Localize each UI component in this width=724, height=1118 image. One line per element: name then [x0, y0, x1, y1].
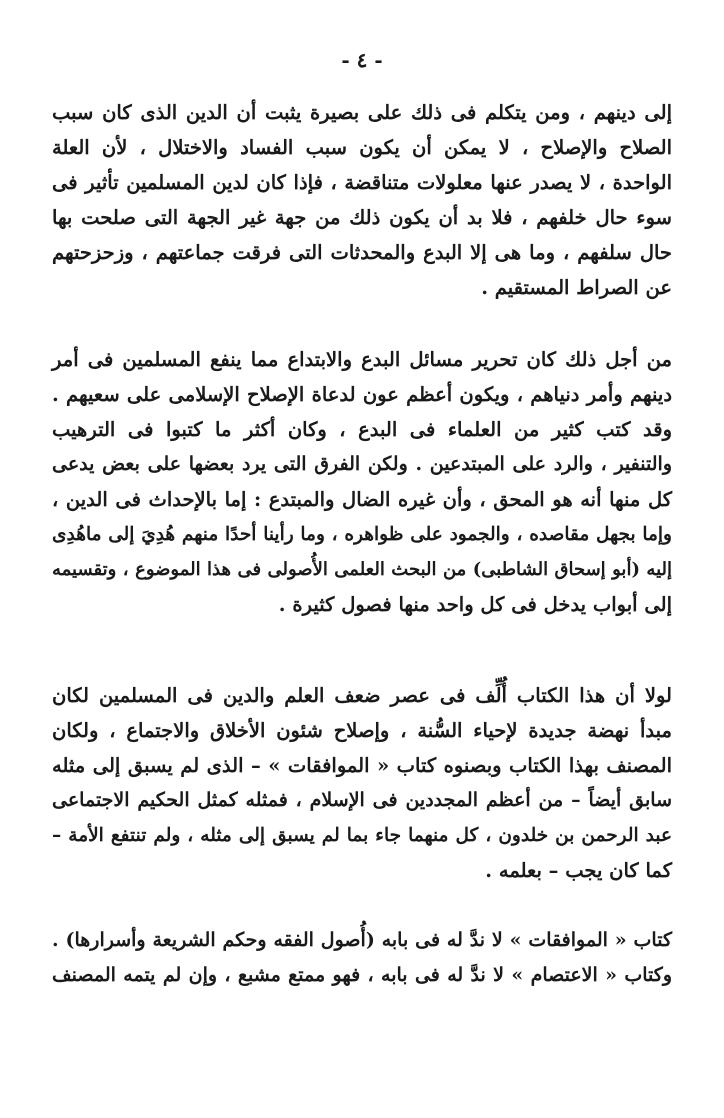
- text-line: مبدأ نهضة جديدة لإحياء السُّنة ، وإصلاح شئون الأخلاق والاجتماع ، ولكان: [52, 719, 672, 742]
- text-line: سابق أيضاً – من أعظم المجددين فى الإسلام ، فمثله كمثل الحكيم الاجتماعى: [52, 789, 672, 811]
- text-line: المصنف بهذا الكتاب وبصنوه كتاب « الموافقات » – الذى لم يسبق إلى مثله: [52, 754, 672, 777]
- text-line: والتنفير ، والرد على المبتدعين . ولكن الفرق التى يرد بعضها على بعض يدعى: [52, 453, 672, 475]
- text-line: دينهم وأمر دنياهم ، ويكون أعظم عون لدعاة الإصلاح الإسلامى على سعيهم .: [52, 383, 672, 406]
- paragraph-2: [52, 342, 672, 622]
- page-number: - ٤ -: [341, 48, 383, 72]
- text-line: وكتاب « الاعتصام » لا ندَّ له فى بابه ، فهو ممتع مشبع ، وإن لم يتمه المصنف: [52, 964, 672, 986]
- text-line: إليه (أبو إسحاق الشاطبى) من البحث العلمى الأُصولى فى هذا الموضوع ، وتقسيمه: [52, 559, 672, 580]
- paragraph-1: [52, 95, 672, 305]
- text-line: كتاب « الموافقات » لا ندَّ له فى بابه (أُصول الفقه وحكم الشريعة وأسرارها) .: [52, 929, 672, 951]
- paragraph-3: [52, 678, 672, 888]
- text-line: عن الصراط المستقيم .: [481, 276, 672, 299]
- text-line: كل منها أنه هو المحق ، وأن غيره الضال والمبتدع : إما بالإحداث فى الدين ،: [52, 488, 672, 511]
- text-line: حال سلفهم ، وما هى إلا البدع والمحدثات التى فرقت جماعتهم ، وزحزحتهم: [52, 241, 672, 264]
- text-line: إلى أبواب يدخل فى كل واحد منها فصول كثيرة .: [278, 593, 672, 616]
- text-line: الواحدة ، لا يصدر عنها معلولات متناقضة ، فإذا كان لدين المسلمين تأثير فى: [52, 171, 672, 194]
- text-line: إلى دينهم ، ومن يتكلم فى ذلك على بصيرة يثبت أن الدين الذى كان سبب: [52, 101, 672, 124]
- paragraph-4: [52, 923, 672, 993]
- text-line: وقد كتب كثير من العلماء فى البدع ، وكان أكثر ما كتبوا فى الترهيب: [52, 418, 672, 441]
- text-line: الصلاح والإصلاح ، لا يمكن أن يكون سبب الفساد والاختلال ، لأن العلة: [52, 136, 672, 159]
- text-line: عبد الرحمن بن خلدون ، كل منهما جاء بما لم يسبق إلى مثله ، ولم تنتفع الأمة –: [52, 825, 673, 846]
- text-line: لولا أن هذا الكتاب أُلِّف فى عصر ضعف العلم والدين فى المسلمين لكان: [52, 684, 672, 707]
- text-line: من أجل ذلك كان تحرير مسائل البدع والابتداع مما ينفع المسلمين فى أمر: [52, 348, 672, 371]
- text-line: وإما بجهل مقاصده ، والجمود على ظواهره ، وما رأينا أحدًا منهم هُدِيَ إلى ماهُدِى: [52, 524, 672, 545]
- text-line: سوء حال خلفهم ، فلا بد أن يكون ذلك من جهة غير الجهة التى صلحت بها: [52, 206, 672, 229]
- text-line: كما كان يجب – بعلمه .: [485, 859, 672, 882]
